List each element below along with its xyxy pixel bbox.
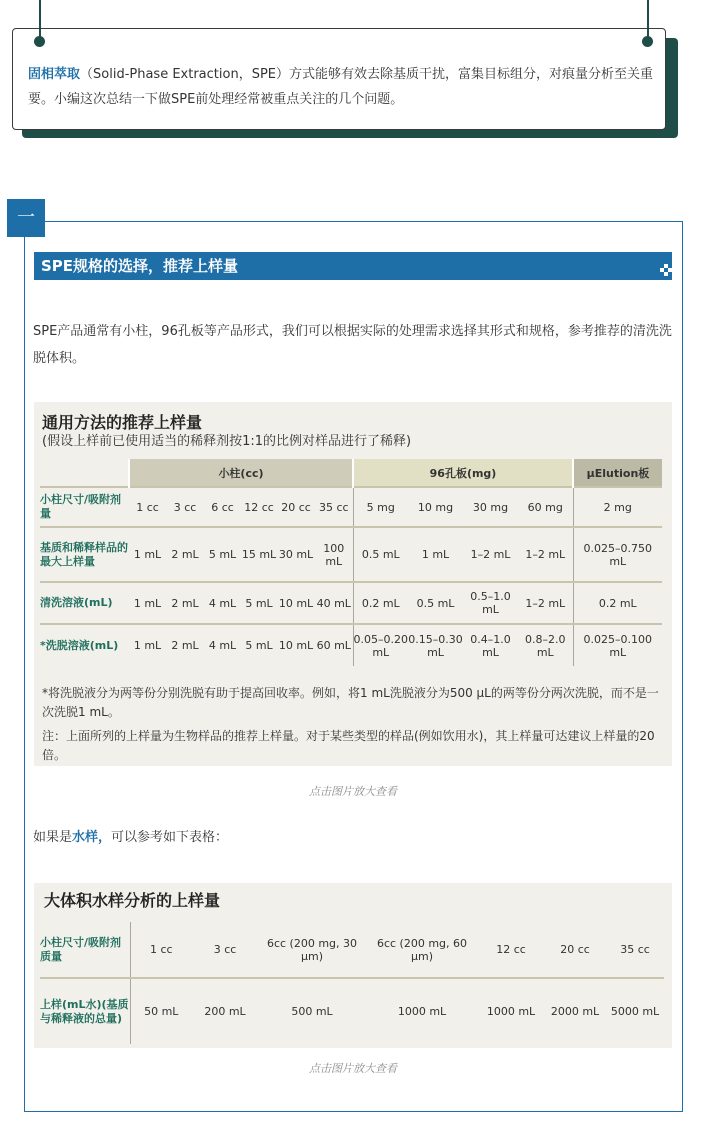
table-cell: 0.4–1.0 mL: [463, 624, 518, 666]
row-label: 上样(mL水)(基质与稀释液的总量): [40, 978, 130, 1044]
table-cell: 12 cc: [241, 487, 277, 527]
para2-highlight: 水样，: [72, 830, 112, 845]
table-cell: 1–2 mL: [463, 527, 518, 582]
table-cell: 1 mL: [129, 527, 166, 582]
table-cell: 5 mL: [204, 527, 241, 582]
table-cell: 1 cc: [129, 487, 166, 527]
table-cell: 10 mg: [408, 487, 463, 527]
card-dot-right: [642, 36, 653, 47]
table-cell: 6cc (200 mg, 30 μm): [266, 936, 358, 963]
image-caption: 点击图片放大查看: [309, 1062, 397, 1075]
table1: [40, 459, 662, 666]
section-number: 一: [7, 199, 45, 237]
table-cell: 60 mg: [518, 487, 573, 527]
banner-pixel-decor: [668, 268, 672, 272]
table-row: [40, 582, 662, 624]
table-cell: 2 mL: [166, 582, 204, 624]
card-line-right: [647, 0, 649, 40]
table1-group-row: [40, 459, 662, 487]
table-cell: 4 mL: [204, 582, 241, 624]
table-cell: 30 mL: [277, 527, 315, 582]
row-label: 基质和稀释样品的最大上样量: [40, 527, 129, 582]
table-cell: 5 mL: [241, 624, 277, 666]
table-cell: 1 mL: [408, 527, 463, 582]
intro-highlight: 固相萃取: [28, 67, 81, 82]
table-cell: 0.05–0.20 mL: [353, 624, 408, 666]
table-cell: 1–2 mL: [518, 582, 573, 624]
table-cell: 0.025–0.100 mL: [573, 624, 662, 666]
table-cell: 5 mL: [241, 582, 277, 624]
table-cell: 30 mg: [463, 487, 518, 527]
table-cell: 0.025–0.750 mL: [573, 527, 662, 582]
intro-body: （Solid-Phase Extraction，SPE）方式能够有效去除基质干扰，富集目标组分，对痕量分析至关重要。小编这次总结一下做SPE前处理经常被重点关注的几个问题。: [28, 67, 654, 107]
table-cell: 1–2 mL: [518, 527, 573, 582]
table-cell: 20 cc: [560, 943, 590, 956]
table1-group-96well: 96孔板(mg): [353, 459, 573, 487]
row-label: 小柱尺寸/吸附剂质量: [40, 935, 122, 963]
section-title: SPE规格的选择，推荐上样量: [34, 252, 672, 280]
table-cell: 60 mL: [315, 624, 353, 666]
table-cell: 10 mL: [277, 624, 315, 666]
table2: [40, 922, 664, 1044]
table-cell: 15 mL: [241, 527, 277, 582]
table-cell: 1000 mL: [478, 978, 544, 1044]
table-cell: 100 mL: [315, 527, 353, 582]
table-row: [40, 527, 662, 582]
table-cell: 0.5 mL: [408, 582, 463, 624]
table-cell: 5 mg: [353, 487, 408, 527]
table-row: [40, 487, 662, 527]
table-cell: 2000 mL: [544, 978, 606, 1044]
table1-note-elution: *将洗脱液分为两等份分别洗脱有助于提高回收率。例如，将1 mL洗脱液分为500 μL的两等份分两次洗脱，而不是一次洗脱1 mL。: [42, 686, 659, 719]
row-label: *洗脱溶液(mL): [40, 624, 129, 666]
table1-note-volume: 注：上面所列的上样量为生物样品的推荐上样量。对于某些类型的样品(例如饮用水)，其上样量可达建议上样量的20倍。: [42, 729, 655, 762]
table-row: [40, 922, 664, 978]
table-cell: 500 mL: [258, 978, 366, 1044]
table-cell: 2 mL: [166, 624, 204, 666]
intro-text: [28, 62, 654, 112]
water-sample-paragraph: [33, 826, 228, 845]
table-cell: 0.5–1.0 mL: [463, 582, 518, 624]
row-label: 小柱尺寸/吸附剂量: [40, 487, 129, 527]
table-cell: 50 mL: [130, 978, 192, 1044]
table-cell: 0.8–2.0 mL: [518, 624, 573, 666]
table-row: [40, 978, 664, 1044]
table-cell: 1 mL: [129, 624, 166, 666]
table-cell: 1 cc: [130, 922, 192, 978]
para2-before: 如果是: [33, 830, 73, 845]
table-cell: 1000 mL: [366, 978, 478, 1044]
table1-subtitle: (假设上样前已使用适当的稀释剂按1:1的比例对样品进行了稀释): [42, 434, 412, 449]
table-cell: 20 cc: [277, 487, 315, 527]
table-cell: 6cc (200 mg, 60 μm): [376, 936, 468, 963]
banner-pixel-decor: [664, 272, 668, 276]
table-row: [40, 624, 662, 666]
table-cell: 200 mL: [192, 978, 258, 1044]
table2-title: 大体积水样分析的上样量: [44, 891, 221, 910]
table-cell: 12 cc: [496, 943, 526, 956]
image-caption: 点击图片放大查看: [309, 785, 397, 798]
card-line-left: [39, 0, 41, 40]
table-cell: 10 mL: [277, 582, 315, 624]
para2-after: 可以参考如下表格：: [111, 830, 229, 845]
table1-group-uelution: μElution板: [573, 459, 662, 487]
table-cell: 40 mL: [315, 582, 353, 624]
table-cell: 3 cc: [213, 943, 237, 956]
section-paragraph: SPE产品通常有小柱，96孔板等产品形式，我们可以根据实际的处理需求选择其形式和规格，参考推荐的清洗洗脱体积。: [33, 324, 672, 366]
table-cell: 35 cc: [620, 943, 650, 956]
table-cell: 0.2 mL: [353, 582, 408, 624]
table-cell: 3 cc: [166, 487, 204, 527]
table-cell: 2 mL: [166, 527, 204, 582]
table-cell: 0.15–0.30 mL: [408, 624, 463, 666]
table-cell: 6 cc: [204, 487, 241, 527]
table-cell: 2 mg: [573, 487, 662, 527]
table-cell: 35 cc: [315, 487, 353, 527]
table-cell: 0.5 mL: [353, 527, 408, 582]
table1-group-cartridge: 小柱(cc): [129, 459, 353, 487]
card-dot-left: [34, 36, 45, 47]
row-label: 清洗溶液(mL): [40, 582, 129, 624]
table1-title: 通用方法的推荐上样量: [42, 413, 203, 432]
table-cell: 0.2 mL: [573, 582, 662, 624]
table-cell: 1 mL: [129, 582, 166, 624]
table-cell: 4 mL: [204, 624, 241, 666]
table-cell: 5000 mL: [606, 978, 664, 1044]
